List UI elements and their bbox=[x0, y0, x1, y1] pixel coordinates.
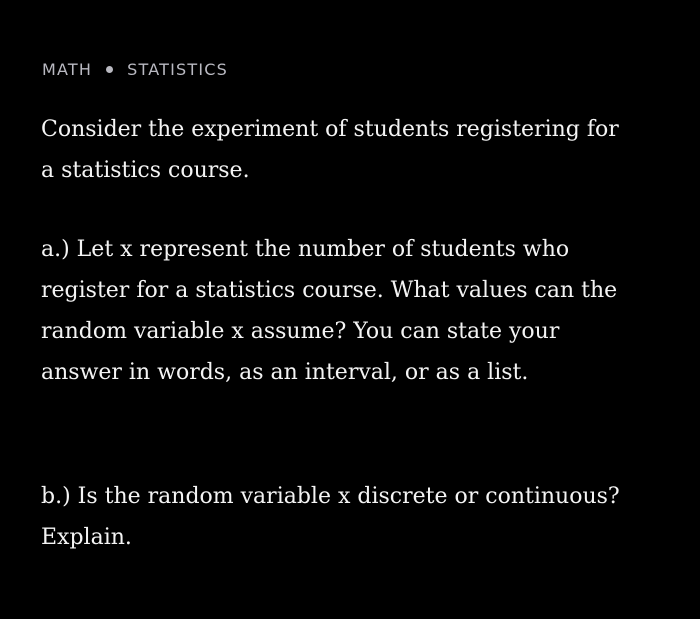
bullet-icon bbox=[106, 66, 113, 73]
question-part-a-line: answer in words, as an interval, or as a list. bbox=[41, 360, 529, 385]
question-part-a-line: random variable x assume? You can state your bbox=[41, 319, 560, 344]
question-intro bbox=[41, 109, 681, 191]
question-intro-line: Consider the experiment of students registering for bbox=[41, 117, 619, 142]
question-part-a-line: register for a statistics course. What values can the bbox=[41, 278, 618, 303]
question-intro-line: a statistics course. bbox=[41, 158, 250, 183]
question-part-b bbox=[41, 476, 681, 558]
breadcrumb bbox=[42, 57, 228, 81]
question-part-b-line: b.) Is the random variable x discrete or continuous? bbox=[41, 484, 620, 509]
breadcrumb-subject[interactable]: MATH bbox=[42, 59, 93, 79]
question-part-a-line: a.) Let x represent the number of students who bbox=[41, 237, 570, 262]
breadcrumb-topic[interactable]: STATISTICS bbox=[127, 59, 228, 79]
question-part-a bbox=[41, 229, 681, 393]
question-part-b-line: Explain. bbox=[41, 525, 132, 550]
